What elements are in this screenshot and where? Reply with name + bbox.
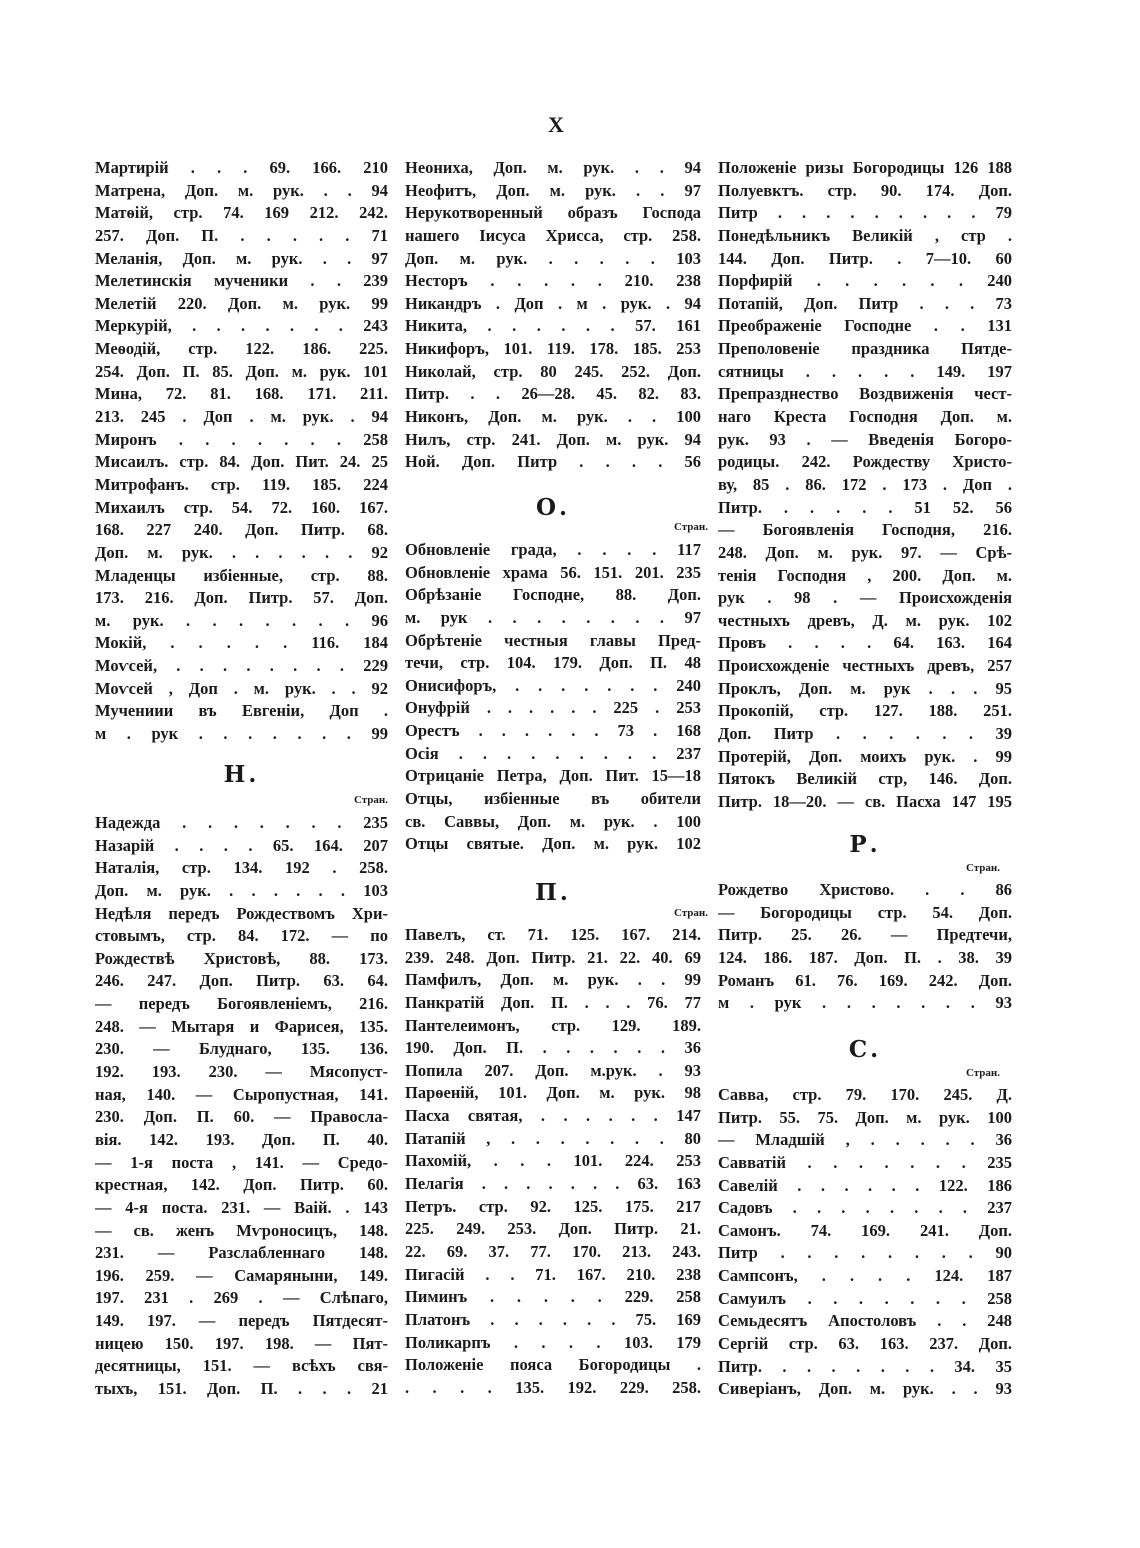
index-entry-line: Питр. . . . . . . . 34. 35: [718, 1356, 1012, 1376]
index-entry-line: родицы. 242. Рождеству Христо-: [718, 452, 1012, 472]
index-entry-line: 192. 193. 230. — Мясопуст-: [95, 1062, 388, 1082]
index-entry-line: Меркурій, . . . . . . . 243: [95, 316, 388, 336]
entries-s: [718, 1084, 1012, 1401]
index-entry-line: Пантелеимонъ, стр. 129. 189.: [405, 1015, 701, 1035]
index-entry-line: Мелетинскія мученики . . 239: [95, 271, 388, 291]
index-entry-line: Миронъ . . . . . . . 258: [95, 429, 388, 449]
index-entry-line: м. рук . . . . . . . . 97: [405, 607, 701, 627]
index-entry-line: Питр. 18—20. — св. Пасха 147 195: [718, 791, 1012, 811]
index-entry-line: Протерій, Доп. моихъ рук. . 99: [718, 746, 1012, 766]
index-entry-line: Отрицаніе Петра, Доп. Пит. 15—18: [405, 766, 701, 786]
index-entry-line: 124. 186. 187. Доп. П. . 38. 39: [718, 947, 1012, 967]
index-entry-line: Петръ. стр. 92. 125. 175. 217: [405, 1196, 701, 1216]
index-entry-line: Орестъ . . . . . . 73 . 168: [405, 721, 701, 741]
index-entry-line: Садовъ . . . . . . . . 237: [718, 1198, 1012, 1218]
section-heading-n: Н.: [223, 761, 260, 788]
index-entry-line: м. рук. . . . . . . . 96: [95, 610, 388, 630]
entries-p: [405, 924, 701, 1399]
index-entry-line: Обрѣзаніе Господне, 88. Доп.: [405, 585, 701, 605]
index-entry-line: Нилъ, стр. 241. Доп. м. рук. 94: [405, 429, 701, 449]
index-entry-line: тенія Господня , 200. Доп. м.: [718, 565, 1012, 585]
index-entry-line: Пелагія . . . . . . . 63. 163: [405, 1174, 701, 1194]
index-entry-line: Панкратій Доп. П. . . . 76. 77: [405, 992, 701, 1012]
index-entry-line: Провъ . . . . 64. 163. 164: [718, 633, 1012, 653]
index-entry-line: Порфирій . . . . . . 240: [718, 271, 1012, 291]
page-number: X: [548, 112, 564, 137]
index-entry-line: 196. 259. — Самаряныни, 149.: [95, 1265, 388, 1285]
index-entry-line: рук . 98 . — Происхожденія: [718, 588, 1012, 608]
index-entry-line: 197. 231 . 269 . — Слѣпаго,: [95, 1288, 388, 1308]
index-entry-line: 230. Доп. П. 60. — Правосла-: [95, 1107, 388, 1127]
index-entry-line: Понедѣльникъ Великій , стр .: [718, 225, 1012, 245]
index-entry-line: Мисаилъ. стр. 84. Доп. Пит. 24. 25: [95, 452, 388, 472]
index-entry-line: Романъ 61. 76. 169. 242. Доп.: [718, 970, 1012, 990]
index-entry-line: Неофитъ, Доп. м. рук. . . 97: [405, 180, 701, 200]
index-entry-line: Меланія, Доп. м. рук. . . 97: [95, 248, 388, 268]
index-entry-line: наго Креста Господня Доп. м.: [718, 407, 1012, 427]
index-entry-line: Никита, . . . . . . 57. 161: [405, 316, 701, 336]
index-entry-line: Положеніе ризы Богородицы 126 188: [718, 158, 1012, 177]
index-entry-line: Недѣля передъ Рождествомъ Хри-: [95, 903, 388, 923]
index-entry-line: Питр. . . . . . 51 52. 56: [718, 497, 1012, 517]
index-entry-line: — Богоявленія Господня, 216.: [718, 520, 1012, 540]
index-entry-line: Ной. Доп. Питр . . . . 56: [405, 452, 701, 472]
index-entry-line: Пасха святая, . . . . . . 147: [405, 1106, 701, 1126]
index-entry-line: Матрена, Доп. м. рук. . . 94: [95, 180, 388, 200]
index-entry-line: 168. 227 240. Доп. Питр. 68.: [95, 520, 388, 540]
index-entry-line: — передъ Богоявленіемъ, 216.: [95, 994, 388, 1014]
index-entry-line: Самуилъ . . . . . . . 258: [718, 1288, 1012, 1308]
page-column-label: Стран.: [673, 907, 708, 919]
index-entry-line: Доп. м. рук. . . . . . . 92: [95, 542, 388, 562]
index-entry-line: 248. Доп. м. рук. 97. — Срѣ-: [718, 542, 1012, 562]
index-entry-line: 239. 248. Доп. Питр. 21. 22. 40. 69: [405, 947, 701, 967]
index-entry-line: Поликарпъ . . . . 103. 179: [405, 1332, 701, 1352]
index-column-2: [405, 0, 708, 1548]
entries-r: [718, 879, 1012, 1015]
index-entry-line: Рождествѣ Христовѣ, 88. 173.: [95, 948, 388, 968]
index-entry-line: 173. 216. Доп. Питр. 57. Доп.: [95, 588, 388, 608]
index-entry-line: Рождетво Христово. . . 86: [718, 880, 1012, 899]
index-entry-line: течи, стр. 104. 179. Доп. П. 48: [405, 653, 701, 673]
index-entry-line: нашего Іисуса Хрисса, стр. 258.: [405, 225, 701, 245]
index-entry-line: Самонъ. 74. 169. 241. Доп.: [718, 1220, 1012, 1240]
index-entry-line: Надежда . . . . . . . 235: [95, 813, 388, 832]
index-entry-line: Питр . . . . . . . . . 79: [718, 203, 1012, 223]
index-entry-line: Младенцы избіенные, стр. 88.: [95, 565, 388, 585]
index-entry-line: Пиминъ . . . . . 229. 258: [405, 1287, 701, 1307]
index-entry-line: 144. Доп. Питр. . 7—10. 60: [718, 248, 1012, 268]
index-entry-line: Никифоръ, 101. 119. 178. 185. 253: [405, 339, 701, 359]
index-entry-line: Парѳеній, 101. Доп. м. рук. 98: [405, 1083, 701, 1103]
page-column-label: Стран.: [353, 794, 388, 806]
index-entry-line: Мучениии въ Евгеніи, Доп .: [95, 701, 388, 721]
index-entry-line: Патапій , . . . . . . . 80: [405, 1128, 701, 1148]
index-entry-line: Происхожденіе честныхъ древъ, 257: [718, 656, 1012, 676]
index-entry-line: 149. 197. — передъ Пятдесят-: [95, 1311, 388, 1331]
index-entry-line: Сампсонъ, . . . . 124. 187: [718, 1266, 1012, 1286]
section-heading-p: П.: [535, 879, 571, 906]
index-entry-line: Семьдесятъ Апостоловъ . . 248: [718, 1311, 1012, 1331]
index-entry-line: Мина, 72. 81. 168. 171. 211.: [95, 384, 388, 404]
index-entry-line: Обновленіе града, . . . . 117: [405, 540, 701, 559]
index-entry-line: Савва, стр. 79. 170. 245. Д.: [718, 1085, 1012, 1104]
index-entry-line: . . . . 135. 192. 229. 258.: [405, 1377, 701, 1397]
index-entry-line: Нерукотворенный образъ Господа: [405, 203, 701, 223]
index-entry-line: рук. 93 . — Введенія Богоро-: [718, 429, 1012, 449]
index-entry-line: 231. — Разслабленнаго 148.: [95, 1243, 388, 1263]
index-entry-line: Сиверіанъ, Доп. м. рук. . . 93: [718, 1379, 1012, 1399]
index-entry-line: Моѵсей, . . . . . . . . 229: [95, 656, 388, 676]
index-entry-line: Преображеніе Господне . . 131: [718, 316, 1012, 336]
index-entry-line: Наталія, стр. 134. 192 . 258.: [95, 858, 388, 878]
entries-o: [405, 539, 701, 856]
page-column-label: Стран.: [965, 1067, 1000, 1079]
index-entry-line: Питр. 55. 75. Доп. м. рук. 100: [718, 1107, 1012, 1127]
index-entry-line: 22. 69. 37. 77. 170. 213. 243.: [405, 1241, 701, 1261]
index-entry-line: Преполовеніе праздника Пятде-: [718, 339, 1012, 359]
index-entry-line: Моѵсей , Доп . м. рук. . . 92: [95, 678, 388, 698]
index-entry-line: десятницы, 151. — всѣхъ свя-: [95, 1356, 388, 1376]
index-entry-line: м . рук . . . . . . . 99: [95, 724, 388, 744]
index-entry-line: честныхъ древъ, Д. м. рук. 102: [718, 610, 1012, 630]
index-entry-line: Памфилъ, Доп. м. рук. . . 99: [405, 970, 701, 990]
index-entry-line: Онуфрій . . . . . . 225 . 253: [405, 698, 701, 718]
index-entry-line: стовымъ, стр. 84. 172. — по: [95, 926, 388, 946]
index-entry-line: ницею 150. 197. 198. — Пят-: [95, 1333, 388, 1353]
index-entry-line: Питр. 25. 26. — Предтечи,: [718, 925, 1012, 945]
entries-n-continued: [405, 157, 701, 474]
entries-m: [95, 157, 388, 746]
index-entry-line: Назарій . . . . 65. 164. 207: [95, 835, 388, 855]
index-entry-line: Савватій . . . . . . . 235: [718, 1152, 1012, 1172]
index-entry-line: Павелъ, ст. 71. 125. 167. 214.: [405, 925, 701, 944]
index-entry-line: Питр . . . . . . . . 90: [718, 1243, 1012, 1263]
index-entry-line: Питр. . . 26—28. 45. 82. 83.: [405, 384, 701, 404]
index-entry-line: Доп. м. рук. . . . . . . 103: [95, 880, 388, 900]
index-entry-line: 213. 245 . Доп . м. рук. . 94: [95, 407, 388, 427]
index-entry-line: Михаилъ стр. 54. 72. 160. 167.: [95, 497, 388, 517]
index-entry-line: Никонъ, Доп. м. рук. . . 100: [405, 407, 701, 427]
index-entry-line: Неониха, Доп. м. рук. . . 94: [405, 158, 701, 177]
index-entry-line: Мелетій 220. Доп. м. рук. 99: [95, 293, 388, 313]
index-entry-line: 225. 249. 253. Доп. Питр. 21.: [405, 1219, 701, 1239]
index-entry-line: Потапій, Доп. Питр . . . 73: [718, 293, 1012, 313]
index-entry-line: сятницы . . . . . 149. 197: [718, 361, 1012, 381]
entries-n: [95, 812, 388, 1401]
index-entry-line: Матѳій, стр. 74. 169 212. 242.: [95, 203, 388, 223]
index-entry-line: Отцы святые. Доп. м. рук. 102: [405, 834, 701, 854]
index-entry-line: 248. — Мытаря и Фарисея, 135.: [95, 1016, 388, 1036]
index-entry-line: Митрофанъ. стр. 119. 185. 224: [95, 474, 388, 494]
index-entry-line: м . рук . . . . . . . 93: [718, 993, 1012, 1013]
index-entry-line: Полуевктъ. стр. 90. 174. Доп.: [718, 180, 1012, 200]
index-entry-line: Онисифоръ, . . . . . . . 240: [405, 675, 701, 695]
index-entry-line: Проклъ, Доп. м. рук . . . 95: [718, 678, 1012, 698]
index-entry-line: Пигасій . . 71. 167. 210. 238: [405, 1264, 701, 1284]
index-entry-line: 246. 247. Доп. Питр. 63. 64.: [95, 971, 388, 991]
section-heading-r: Р.: [849, 831, 881, 858]
index-entry-line: Прокопій, стр. 127. 188. 251.: [718, 701, 1012, 721]
index-entry-line: ву, 85 . 86. 172 . 173 . Доп .: [718, 474, 1012, 494]
page-column-label: Стран.: [965, 862, 1000, 874]
index-entry-line: св. Саввы, Доп. м. рук. . 100: [405, 811, 701, 831]
index-entry-line: — 1-я поста , 141. — Средо-: [95, 1152, 388, 1172]
index-entry-line: Сергій стр. 63. 163. 237. Доп.: [718, 1334, 1012, 1354]
index-entry-line: 254. Доп. П. 85. Доп. м. рук. 101: [95, 361, 388, 381]
page-column-label: Стран.: [673, 521, 708, 533]
index-entry-line: Обновленіе храма 56. 151. 201. 235: [405, 562, 701, 582]
index-entry-line: Савелій . . . . . . 122. 186: [718, 1175, 1012, 1195]
index-column-1: [95, 0, 388, 1548]
index-entry-line: Меѳодій, стр. 122. 186. 225.: [95, 339, 388, 359]
index-entry-line: Никандръ . Доп . м . рук. . 94: [405, 293, 701, 313]
index-entry-line: Мокій, . . . . . 116. 184: [95, 633, 388, 653]
index-entry-line: вія. 142. 193. Доп. П. 40.: [95, 1129, 388, 1149]
index-entry-line: Доп. Питр . . . . . . 39: [718, 724, 1012, 744]
index-entry-line: — Богородицы стр. 54. Доп.: [718, 902, 1012, 922]
index-entry-line: Несторъ . . . . . 210. 238: [405, 271, 701, 291]
index-entry-line: Пятокъ Великій стр, 146. Доп.: [718, 769, 1012, 789]
index-entry-line: Обрѣтеніе честныя главы Пред-: [405, 630, 701, 650]
index-entry-line: Доп. м. рук. . . . . . 103: [405, 248, 701, 268]
index-entry-line: крестная, 142. Доп. Питр. 60.: [95, 1175, 388, 1195]
section-heading-s: С.: [848, 1036, 882, 1063]
index-entry-line: Попила 207. Доп. м.рук. . 93: [405, 1060, 701, 1080]
index-entry-line: — 4-я поста. 231. — Ваій. . 143: [95, 1197, 388, 1217]
index-entry-line: Мартирій . . . 69. 166. 210: [95, 158, 388, 177]
index-entry-line: — Младшій , . . . . . 36: [718, 1130, 1012, 1150]
index-entry-line: Платонъ . . . . . . 75. 169: [405, 1309, 701, 1329]
index-entry-line: Пахомій, . . . 101. 224. 253: [405, 1151, 701, 1171]
index-entry-line: 257. Доп. П. . . . . . 71: [95, 225, 388, 245]
index-column-3: [718, 0, 1012, 1548]
entries-p-continued: [718, 157, 1012, 814]
index-entry-line: Отцы, избіенные въ обители: [405, 789, 701, 809]
section-heading-o: О.: [535, 494, 571, 521]
index-entry-line: Николай, стр. 80 245. 252. Доп.: [405, 361, 701, 381]
index-entry-line: тыхъ, 151. Доп. П. . . . 21: [95, 1379, 388, 1399]
index-entry-line: Положеніе пояса Богородицы .: [405, 1355, 701, 1375]
index-entry-line: Препразднество Воздвиженія чест-: [718, 384, 1012, 404]
index-entry-line: Осія . . . . . . . . . 237: [405, 743, 701, 763]
index-entry-line: 190. Доп. П. . . . . . . 36: [405, 1038, 701, 1058]
index-entry-line: 230. — Блуднаго, 135. 136.: [95, 1039, 388, 1059]
index-entry-line: — св. женъ Мѵроносицъ, 148.: [95, 1220, 388, 1240]
index-entry-line: ная, 140. — Сыропустная, 141.: [95, 1084, 388, 1104]
